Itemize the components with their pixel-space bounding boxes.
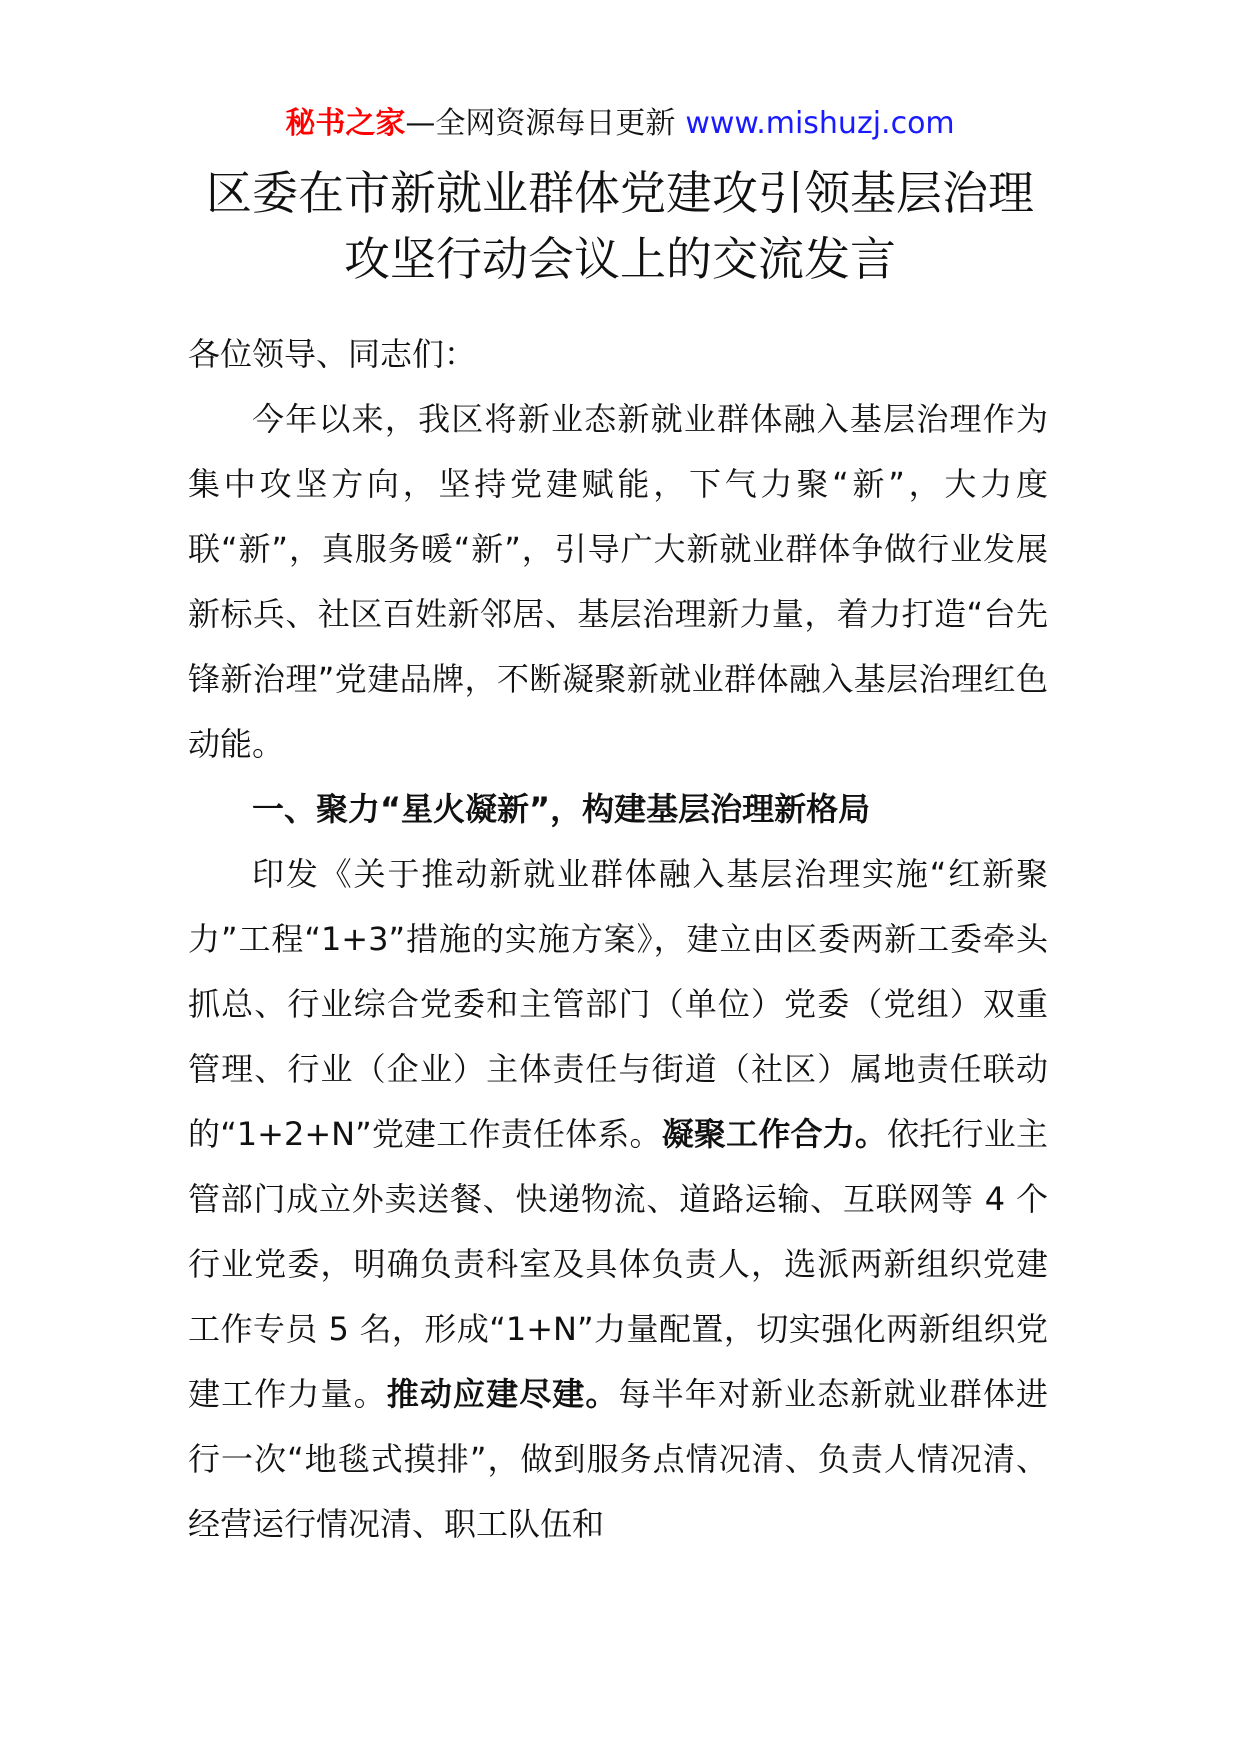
document-body bbox=[188, 322, 1048, 1557]
title-line-2: 攻坚行动会议上的交流发言 bbox=[344, 232, 896, 286]
site-banner bbox=[0, 102, 1240, 146]
banner-tagline: —全网资源每日更新 bbox=[405, 106, 676, 141]
section-1-text-3: 每半年对新业态新就业群体进行一次“地毯式摸排”，做到服务点情况清、负责人情况清、经营运行情况清、职工队伍和 bbox=[188, 1375, 1048, 1543]
section-1-text-1: 印发《关于推动新就业群体融入基层治理实施“红新聚力”工程“1+3”措施的实施方案》，建立由区委两新工委牵头抓总、行业综合党委和主管部门（单位）党委（党组）双重管理、行业（企业）主体责任与街道（社区）属地责任联动的“1+2+N”党建工作责任体系。 bbox=[188, 855, 1048, 1153]
section-1-text-2: 依托行业主管部门成立外卖送餐、快递物流、道路运输、互联网等 4 个行业党委，明确负责科室及具体负责人，选派两新组织党建工作专员 5 名，形成“1+N”力量配置，切实强化两新组织党建工作力量。 bbox=[188, 1115, 1048, 1413]
section-1-paragraph bbox=[188, 842, 1048, 1557]
title-line-1: 区委在市新就业群体党建攻引领基层治理 bbox=[206, 166, 1034, 220]
section-1-bold-2: 推动应建尽建。 bbox=[386, 1375, 619, 1413]
document-title bbox=[0, 160, 1240, 292]
site-url-link[interactable]: www.mishuzj.com bbox=[685, 106, 955, 141]
section-1-bold-1: 凝聚工作合力。 bbox=[661, 1115, 888, 1153]
brand-name: 秘书之家 bbox=[285, 106, 406, 141]
salutation: 各位领导、同志们： bbox=[188, 335, 477, 373]
section-1-heading: 一、聚力“星火凝新”，构建基层治理新格局 bbox=[252, 790, 871, 828]
intro-paragraph: 今年以来，我区将新业态新就业群体融入基层治理作为集中攻坚方向，坚持党建赋能，下气力聚“新”，大力度联“新”，真服务暖“新”，引导广大新就业群体争做行业发展新标兵、社区百姓新邻居、基层治理新力量，着力打造“台先锋新治理”党建品牌，不断凝聚新就业群体融入基层治理红色动能。 bbox=[188, 400, 1048, 763]
